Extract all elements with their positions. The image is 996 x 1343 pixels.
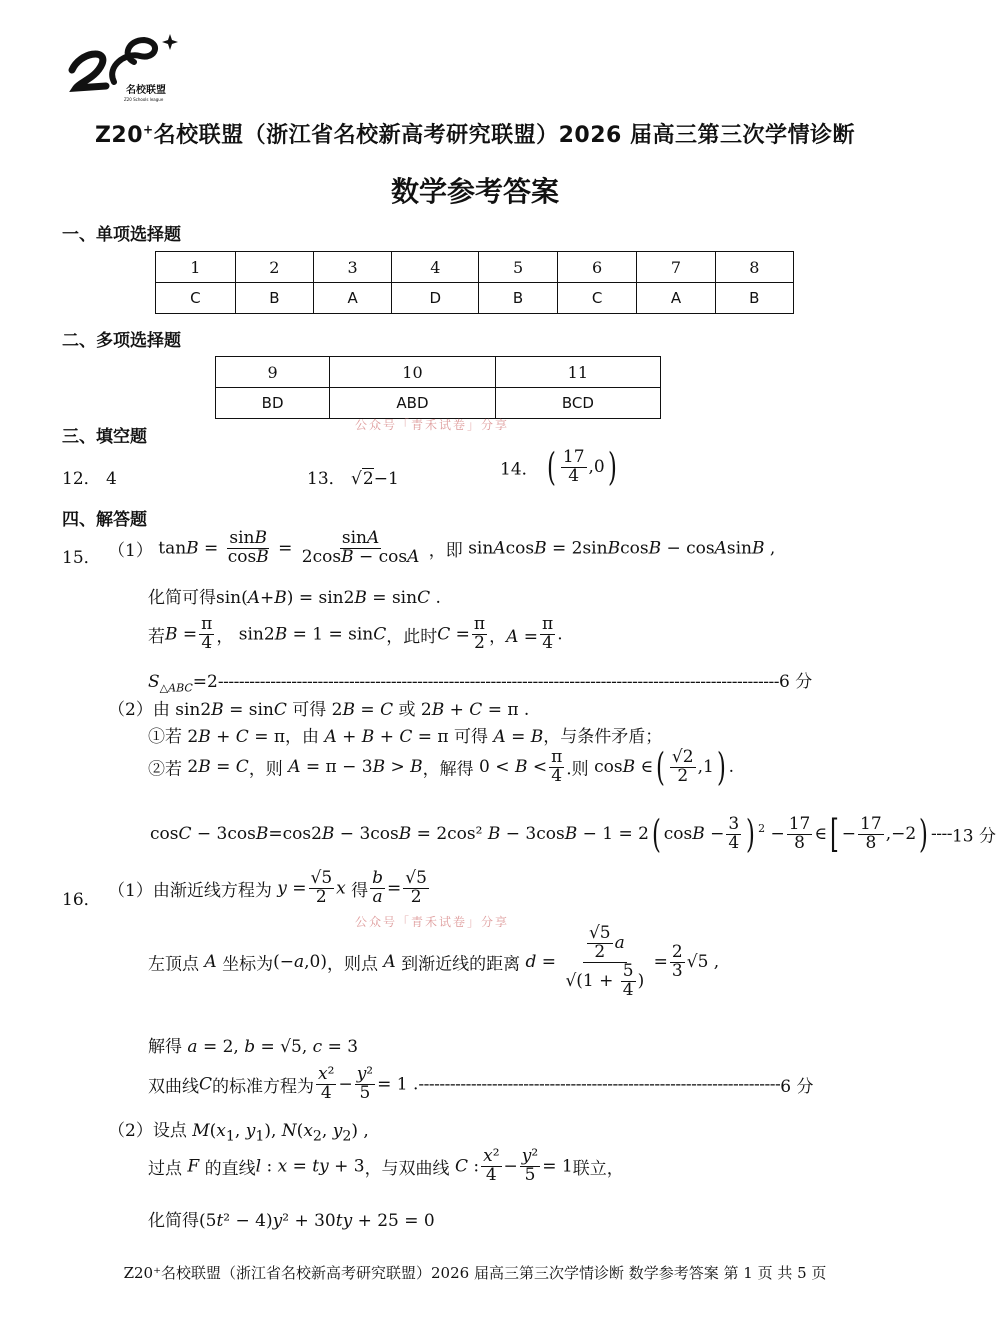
table-cell: C — [156, 283, 236, 314]
score-label: 6 分 — [780, 1076, 814, 1097]
table-cell: 3 — [314, 252, 392, 283]
table-cell: 6 — [557, 252, 637, 283]
single-choice-table — [155, 251, 794, 314]
table-cell: 11 — [495, 357, 660, 388]
logo-brand-text: 名校联盟 — [126, 85, 166, 96]
table-cell: B — [479, 283, 557, 314]
z20-logo — [66, 30, 181, 102]
table-cell: BD — [216, 388, 330, 419]
q15-part1-line4: $S_{\triangle ABC}=2-----------------------------------------------------------------------------------------------------------6$ 分 — [148, 672, 813, 695]
section-heading-solutions: 四、解答题 — [62, 510, 147, 530]
table-cell: 5 — [479, 252, 557, 283]
table-cell: B — [715, 283, 793, 314]
q15-part2-result: cosC − 3cosB=cos2B − 3cosB = 2cos² B − 3cosB − 1 = 2( cosB − $\frac{3}{4}$ ) $^2$ − $\frac{17}{8}$ ∈[ − $\frac{17}{8}$ ,−2) ----13 分 — [150, 812, 996, 856]
score-label: 6 分 — [778, 672, 813, 692]
fill-answer-12: 12． 4 — [62, 469, 117, 489]
logo-brand-small: Z20 Schools league — [124, 97, 164, 102]
table-cell: 9 — [216, 357, 330, 388]
table-row — [216, 388, 661, 419]
table-cell: 2 — [235, 252, 313, 283]
document-title: Z20+名校联盟（浙江省名校新高考研究联盟）2026 届高三第三次学情诊断 — [94, 122, 856, 148]
q15-part1-line2: 化简可得sin(A+B) = sin2B = sinC . — [148, 588, 441, 608]
table-cell: C — [557, 283, 637, 314]
table-cell: 4 — [392, 252, 479, 283]
section-heading-multi-choice: 二、多项选择题 — [62, 331, 181, 351]
q16-part1-line3: 解得 a = 2, b = √5, c = 3 — [148, 1037, 359, 1057]
question-15-label: 15． — [62, 548, 101, 568]
q15-part1-line3: 若B = $\frac{\pi}{4}$ ， sin2B = 1 = sinC，此时C = $\frac{\pi}{2}$ ，A = $\frac{\pi}{4}$ . — [148, 614, 563, 653]
table-row — [156, 283, 794, 314]
q15-part1-line1: （1） tanB = $\frac{\sin B}{\cos B}$ = $\frac{\sin A}{2\cos B - \cos A}$ ，即 sinAcosB = 2sinBcosB − cosAsinB , — [108, 528, 776, 567]
table-cell: D — [392, 283, 479, 314]
table-row — [216, 357, 661, 388]
section-heading-single-choice: 一、单项选择题 — [62, 225, 181, 245]
table-cell: BCD — [495, 388, 660, 419]
q16-part2-line2: 过点 F 的直线l : x = ty + 3，与双曲线 C : $\frac{\text{x²}}{4}$ − $\frac{\text{y²}}{5}$ = 1联立， — [148, 1146, 624, 1185]
multi-choice-table — [215, 356, 661, 419]
q16-part1-line1: （1）由渐近线方程为 y = $\frac{√5}{2}$ x 得 $\frac{b}{a}$ = $\frac{√5}{2}$ — [108, 868, 427, 907]
watermark: 公众号「青禾试卷」分享 — [355, 418, 510, 432]
logo-swirl-0 — [112, 40, 155, 82]
score-label: 13 分 — [951, 826, 996, 847]
fill-answer-13: 13． √2−1 — [307, 469, 399, 489]
table-cell: 8 — [715, 252, 793, 283]
q16-part2-line1: （2）设点 $M(x_1$, $y_1$), $N(x_2$, $y_2$) , — [108, 1121, 369, 1145]
question-16-label: 16． — [62, 890, 101, 910]
fill-answer-14: 14． ( $\frac{17}{4}$ ,0) — [500, 445, 617, 489]
table-cell: ABD — [330, 388, 496, 419]
table-cell: 1 — [156, 252, 236, 283]
q15-part2-case2: ②若 2B = C，则 A = π − 3B > B，解得 0 < B < $\frac{\pi}{4}$ .则 cosB ∈( $\frac{√2}{2}$ ,1) . — [148, 745, 735, 789]
logo-star-icon — [162, 34, 178, 50]
table-cell: A — [314, 283, 392, 314]
logo-swirl-2 — [72, 54, 106, 88]
table-row — [156, 252, 794, 283]
q15-part2-case1: ①若 2B + C = π，由 A + B + C = π 可得 A = B，与条件矛盾； — [148, 727, 663, 747]
section-heading-fill-blank: 三、填空题 — [62, 427, 147, 447]
page-footer: Z20⁺名校联盟（浙江省名校新高考研究联盟）2026 届高三第三次学情诊断 数学参考答案 第 1 页 共 5 页 — [123, 1264, 827, 1282]
document-subtitle: 数学参考答案 — [390, 175, 559, 208]
table-cell: A — [637, 283, 715, 314]
q16-part1-line2: 左顶点 A 坐标为(−a,0)，则点 A 到渐近线的距离 d = $\frac{√5}{2}$ a √(1 + $\frac{5}{4}$ ) = $\frac{2}{3}$ √5 , — [148, 923, 720, 1000]
table-cell: 10 — [330, 357, 496, 388]
q16-part1-line4: 双曲线C的标准方程为 $\frac{\text{x²}}{4}$ − $\frac{\text{y²}}{5}$ = 1 .---------------------------------------------------------------------6 分 — [148, 1064, 814, 1103]
table-cell: B — [235, 283, 313, 314]
q15-part2-line1: （2）由 sin2B = sinC 可得 2B = C 或 2B + C = π . — [108, 700, 530, 720]
watermark: 公众号「青禾试卷」分享 — [355, 915, 510, 929]
table-cell: 7 — [637, 252, 715, 283]
q16-part2-line3: 化简得(5t² − 4)y² + 30ty + 25 = 0 — [148, 1211, 435, 1231]
